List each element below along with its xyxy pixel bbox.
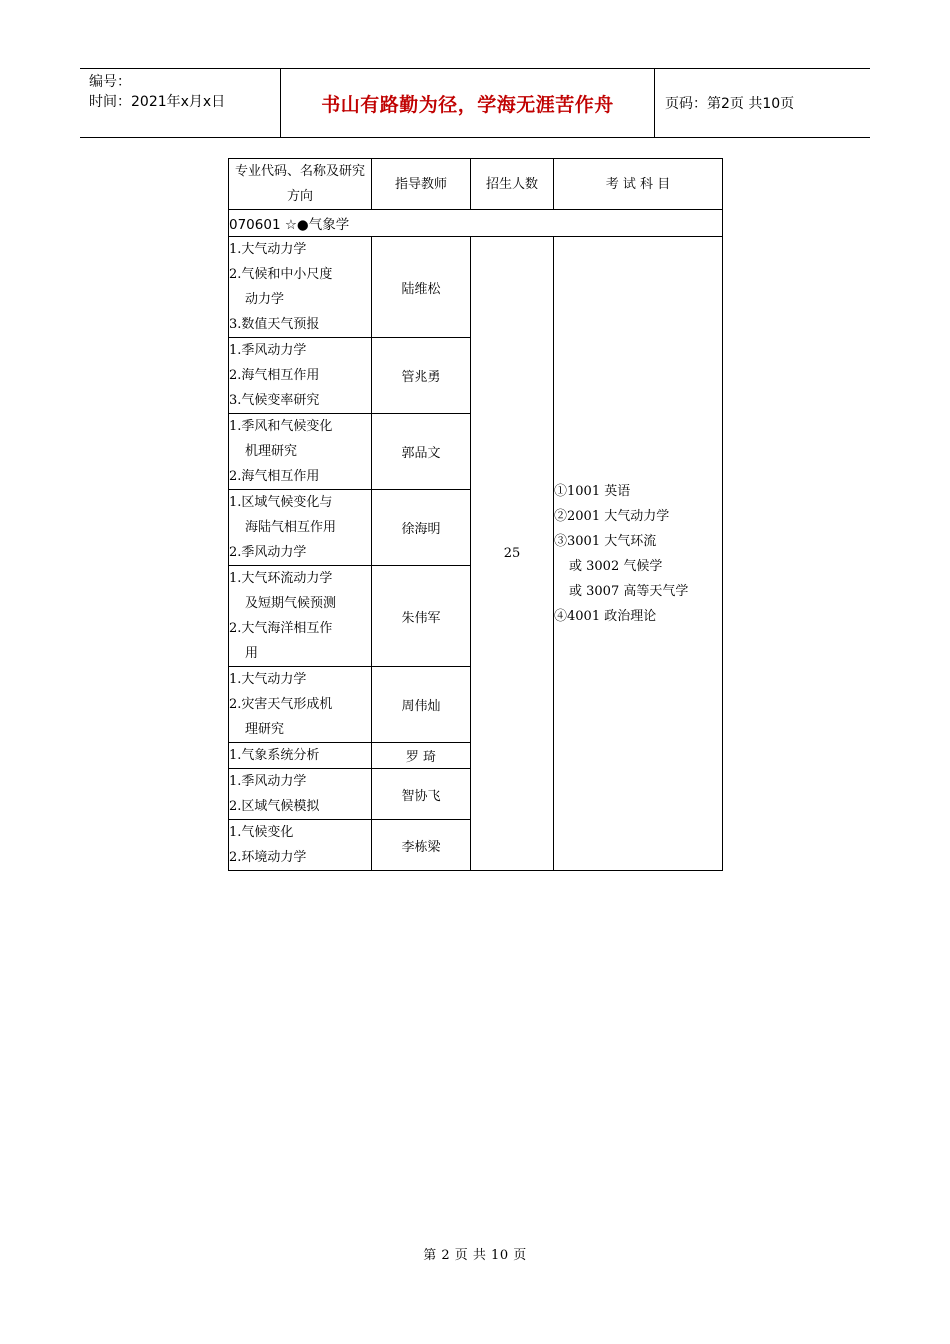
- direction-item: 2.大气海洋相互作: [229, 621, 333, 636]
- direction-item: 2.灾害天气形成机: [229, 697, 333, 712]
- direction-item: 2.海气相互作用: [229, 368, 320, 383]
- header-meta: [80, 69, 281, 137]
- code-label: 编号：: [89, 74, 131, 90]
- research-directions: [229, 237, 372, 338]
- direction-item: 用: [245, 646, 259, 661]
- enrollment-count: 25: [471, 237, 554, 871]
- document-header: [80, 68, 870, 138]
- page-footer: 第 2 页 共 10 页: [423, 1248, 527, 1263]
- direction-item: 2.季风动力学: [229, 545, 307, 560]
- header-motto: 书山有路勤为径，学海无涯苦作舟: [281, 69, 655, 137]
- teacher-name: 郭品文: [372, 414, 471, 490]
- teacher-name: 陆维松: [372, 237, 471, 338]
- direction-item: 1.气象系统分析: [229, 748, 320, 763]
- direction-item: 1.季风和气候变化: [229, 419, 333, 434]
- teacher-name: 罗 琦: [372, 743, 471, 769]
- direction-item: 1.气候变化: [229, 825, 294, 840]
- teacher-name: 管兆勇: [372, 338, 471, 414]
- direction-item: 3.气候变率研究: [229, 393, 320, 408]
- teacher-name: 朱伟军: [372, 566, 471, 667]
- col-header-enrollment: 招生人数: [471, 159, 554, 210]
- direction-item: 3.数值天气预报: [229, 317, 320, 332]
- research-directions: [229, 414, 372, 490]
- col-header-teacher: 指导教师: [372, 159, 471, 210]
- research-directions: [229, 769, 372, 820]
- direction-item: 1.区域气候变化与: [229, 495, 333, 510]
- research-directions: [229, 338, 372, 414]
- teacher-name: 智协飞: [372, 769, 471, 820]
- research-directions: [229, 490, 372, 566]
- direction-item: 1.季风动力学: [229, 774, 307, 789]
- direction-item: 2.区域气候模拟: [229, 799, 320, 814]
- col-header-subjects: 考 试 科 目: [554, 159, 723, 210]
- direction-item: 2.气候和中小尺度: [229, 267, 333, 282]
- col-header-major: 专业代码、名称及研究方向: [229, 159, 372, 210]
- subject-item: ④4001 政治理论: [554, 608, 657, 624]
- direction-item: 机理研究: [245, 444, 298, 459]
- direction-item: 动力学: [245, 292, 285, 307]
- major-title: 070601 ☆●气象学: [229, 210, 723, 237]
- direction-item: 1.大气动力学: [229, 242, 307, 257]
- subject-item: 或 3002 气候学: [569, 558, 663, 574]
- direction-item: 2.环境动力学: [229, 850, 307, 865]
- subject-item: ①1001 英语: [554, 483, 631, 499]
- teacher-name: 周伟灿: [372, 667, 471, 743]
- subject-item: ②2001 大气动力学: [554, 508, 670, 524]
- header-page-info: 页码：第2页 共10页: [665, 96, 795, 112]
- subject-item: 或 3007 高等天气学: [569, 583, 689, 599]
- research-directions: [229, 820, 372, 871]
- direction-item: 2.海气相互作用: [229, 469, 320, 484]
- direction-item: 及短期气候预测: [245, 596, 337, 611]
- enrollment-table: [228, 158, 723, 871]
- subject-item: ③3001 大气环流: [554, 533, 657, 549]
- direction-item: 海陆气相互作用: [245, 520, 337, 535]
- teacher-name: 李栋梁: [372, 820, 471, 871]
- major-row: [229, 210, 723, 237]
- research-directions: [229, 566, 372, 667]
- table-row: [229, 237, 723, 338]
- table-header-row: [229, 159, 723, 210]
- direction-item: 1.大气动力学: [229, 672, 307, 687]
- direction-item: 1.季风动力学: [229, 343, 307, 358]
- teacher-name: 徐海明: [372, 490, 471, 566]
- date-label: 时间：2021年x月x日: [89, 94, 226, 110]
- research-directions: [229, 667, 372, 743]
- direction-item: 理研究: [245, 722, 285, 737]
- direction-item: 1.大气环流动力学: [229, 571, 333, 586]
- research-directions: [229, 743, 372, 769]
- exam-subjects: [554, 237, 723, 871]
